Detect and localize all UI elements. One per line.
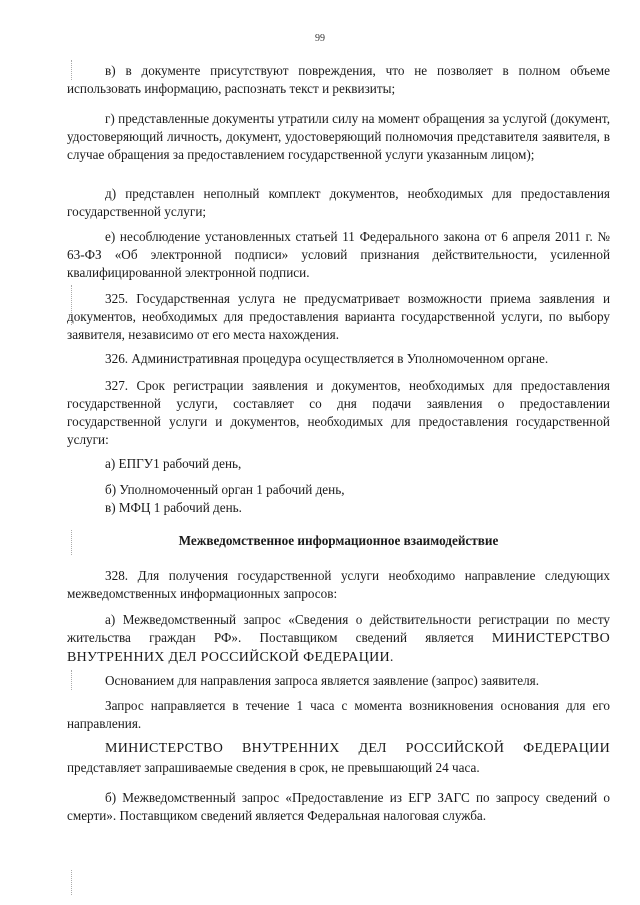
paragraph-326: 326. Административная процедура осуществляется в Уполномоченном органе. bbox=[105, 351, 549, 366]
supplier-name: МИНИСТЕРСТВО ВНУТРЕННИХ ДЕЛ РОССИЙСКОЙ ФЕДЕРАЦИИ bbox=[105, 741, 610, 756]
paragraph-325: 325. Государственная услуга не предусматривает возможности приема заявления и документов, необходимых для предоставления варианта государственной услуги, по выбору заявителя, независимо от его места нахождения. bbox=[67, 291, 610, 342]
section-heading: Межведомственное информационное взаимодействие bbox=[178, 533, 499, 548]
request-b: б) Межведомственный запрос «Предоставление из ЕГР ЗАГС по запросу сведений о смерти». Поставщиком сведений является Федеральная налоговая служба. bbox=[67, 790, 610, 823]
page-number: 99 bbox=[315, 33, 325, 44]
request-timing: Запрос направляется в течение 1 часа с момента возникновения основания для его направления. bbox=[67, 698, 610, 731]
request-a-text: а) Межведомственный запрос «Сведения о действительности регистрации по месту жительства граждан РФ». Поставщиком сведений является bbox=[67, 612, 610, 645]
margin-dots bbox=[71, 870, 72, 895]
paragraph-g: г) представленные документы утратили силу на момент обращения за услугой (документ, удостоверяющий личность, документ, удостоверяющий полномочия представителя заявителя, в случае обращения за предоставлением государственной услуги указанным лицом); bbox=[67, 111, 610, 162]
request-a bbox=[67, 611, 610, 667]
list-item-v: в) МФЦ 1 рабочий день. bbox=[105, 500, 242, 515]
list-item-a: а) ЕПГУ1 рабочий день, bbox=[105, 456, 242, 471]
paragraph-e: е) несоблюдение установленных статьей 11 Федерального закона от 6 апреля 2011 г. № 63-ФЗ «Об электронной подписи» условий признания действительности, усиленной квалифицированной электронной подписи. bbox=[67, 229, 610, 280]
paragraph-327: 327. Срок регистрации заявления и документов, необходимых для предоставления государственной услуги, составляет со дня подачи заявления о предоставлении государственной услуги и документов, необходимых для предоставления государственной услуги: bbox=[67, 378, 610, 447]
request-a-supplier: МИНИСТЕРСТВО ВНУТРЕННИХ ДЕЛ РОССИЙСКОЙ ФЕДЕРАЦИИ. bbox=[67, 631, 611, 665]
list-item-b: б) Уполномоченный орган 1 рабочий день, bbox=[105, 482, 345, 497]
paragraph-v: в) в документе присутствуют повреждения, что не позволяет в полном объеме использовать информацию, распознать текст и реквизиты; bbox=[67, 63, 610, 96]
supplier-response: представляет запрашиваемые сведения в срок, не превышающий 24 часа. bbox=[67, 760, 480, 775]
paragraph-328: 328. Для получения государственной услуги необходимо направление следующих межведомственных информационных запросов: bbox=[67, 568, 610, 601]
paragraph-d: д) представлен неполный комплект документов, необходимых для предоставления государственной услуги; bbox=[67, 186, 610, 219]
request-basis: Основанием для направления запроса является заявление (запрос) заявителя. bbox=[105, 673, 540, 688]
